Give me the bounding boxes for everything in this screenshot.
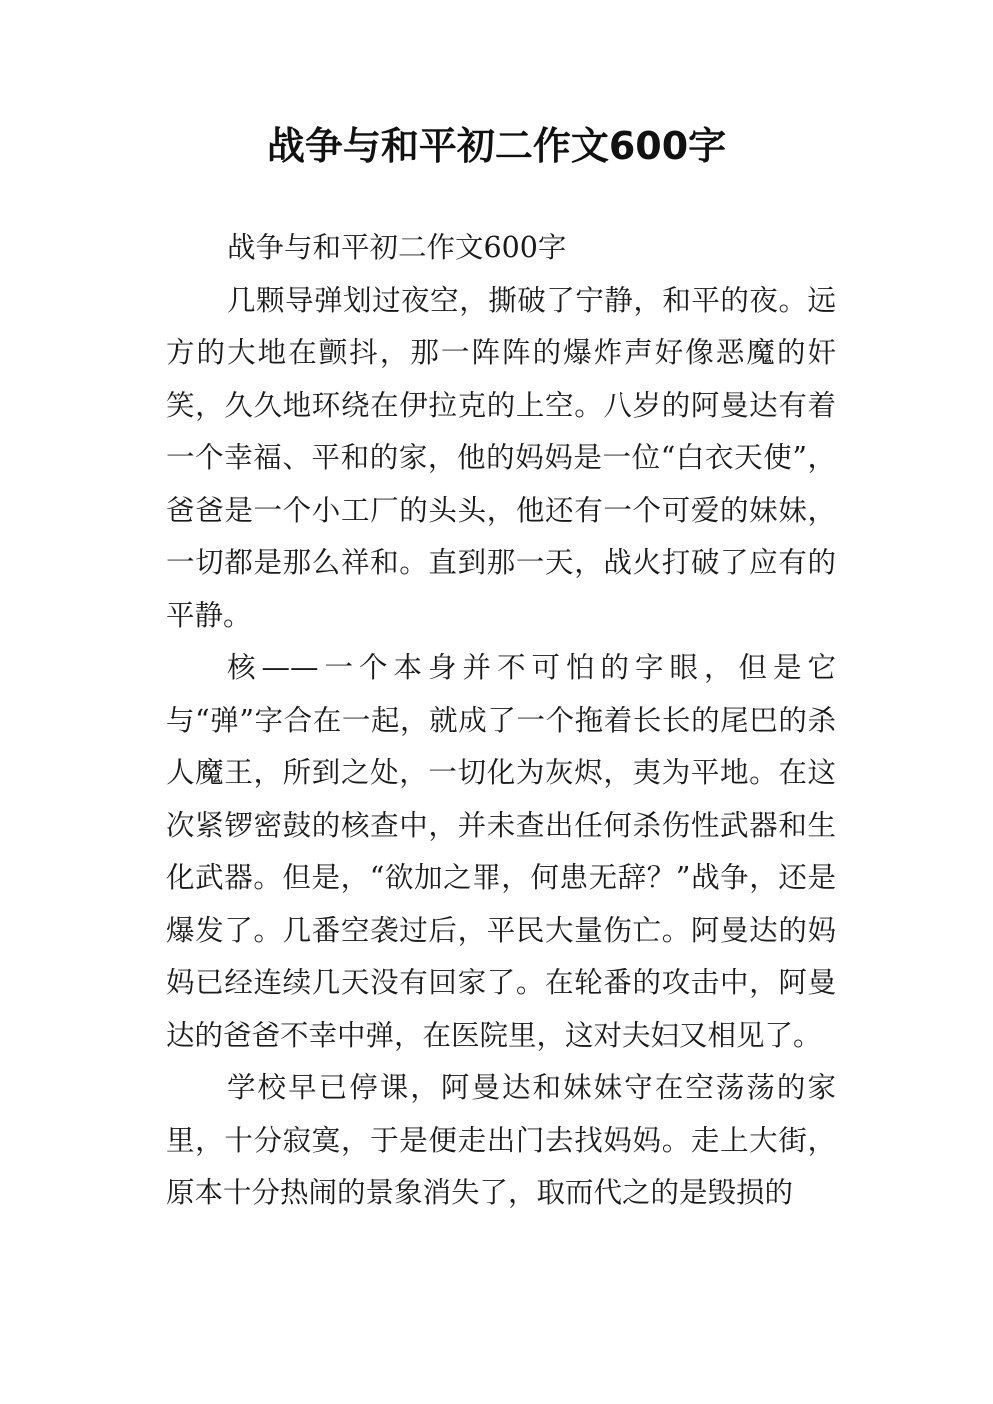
paragraph-1: 几颗导弹划过夜空，撕破了宁静，和平的夜。远方的大地在颤抖，那一阵阵的爆炸声好像恶魔的奸笑，久久地环绕在伊拉克的上空。八岁的阿曼达有着一个幸福、平和的家，他的妈妈是一位“白衣天使”，爸爸是一个小工厂的头头，他还有一个可爱的妹妹，一切都是那么祥和。直到那一天，战火打破了应有的平静。 <box>166 283 836 632</box>
paragraph-2: 核——一个本身并不可怕的字眼，但是它与“弹”字合在一起，就成了一个拖着长长的尾巴的杀人魔王，所到之处，一切化为灰烬，夷为平地。在这次紧锣密鼓的核查中，并未查出任何杀伤性武器和生化武器。但是，“欲加之罪，何患无辞？”战争，还是爆发了。几番空袭过后，平民大量伤亡。阿曼达的妈妈已经连续几天没有回家了。在轮番的攻击中，阿曼达的爸爸不幸中弹，在医院里，这对夫妇又相见了。 <box>166 651 836 1052</box>
document-title: 战争与和平初二作文600字 <box>266 124 727 168</box>
paragraph-3: 学校早已停课，阿曼达和妹妹守在空荡荡的家里，十分寂寞，于是便走出门去找妈妈。走上大街，原本十分热闹的景象消失了，取而代之的是毁损的 <box>166 1071 836 1209</box>
paragraph-subtitle: 战争与和平初二作文600字 <box>227 231 567 264</box>
document-body <box>166 222 836 1220</box>
